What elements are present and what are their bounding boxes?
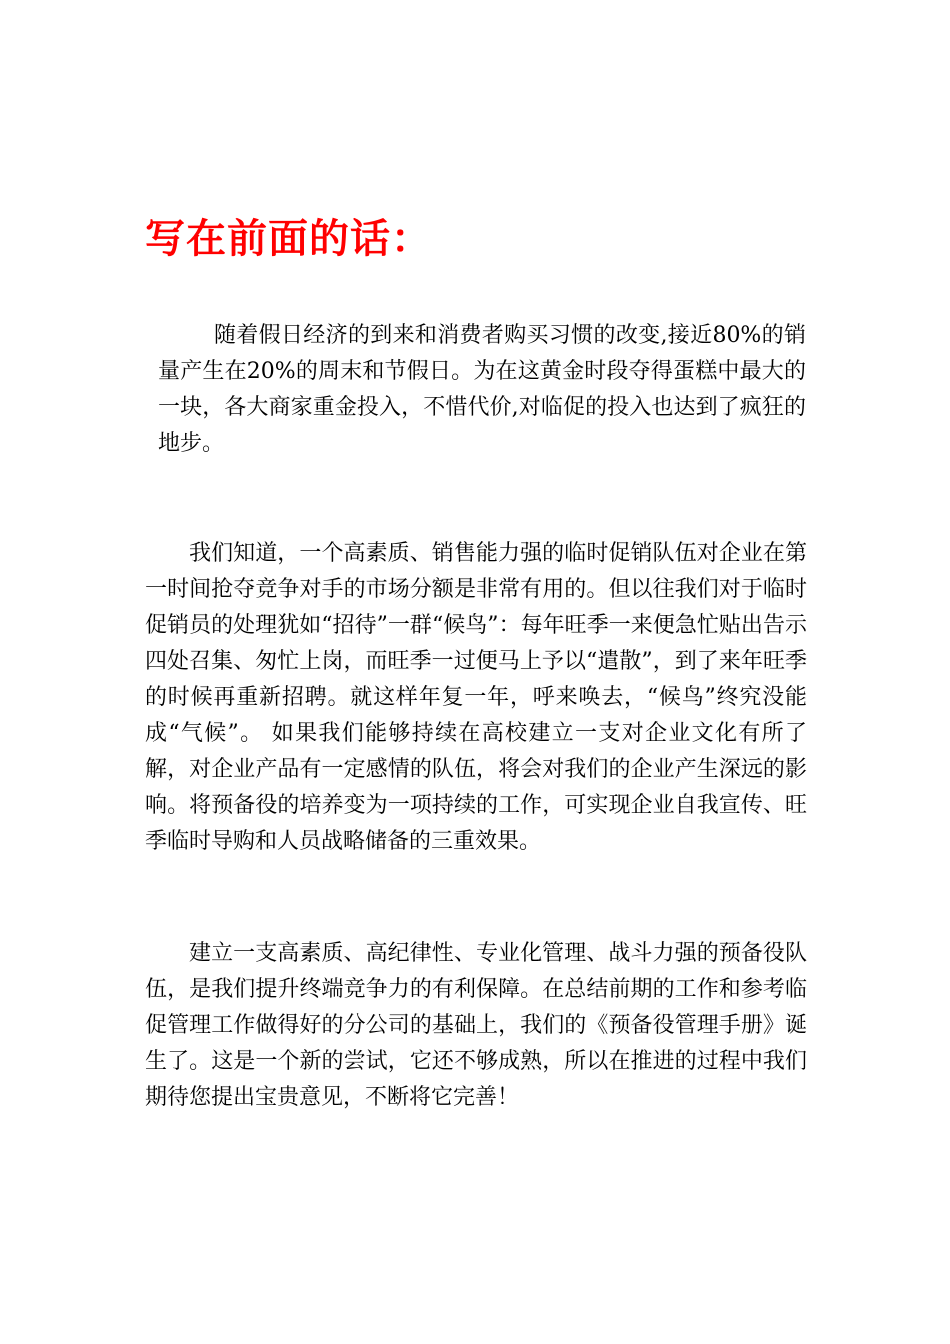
paragraph-background: 我们知道，一个高素质、销售能力强的临时促销队伍对企业在第一时间抢夺竞争对手的市场分额是非常有用的。但以往我们对于临时促销员的处理犹如“招待”一群“候鸟”：每年旺季一来便急忙贴出告示四处召集、匆忙上岗，而旺季一过便马上予以“遣散”，到了来年旺季的时候再重新招聘。就这样年复一年，呼来唤去，“候鸟”终究没能成“气候”。 如果我们能够持续在高校建立一支对企业文化有所了解，对企业产品有一定感情的队伍，将会对我们的企业产生深远的影响。将预备役的培养变为一项持续的工作，可实现企业自我宣传、旺季临时导购和人员战略储备的三重效果。 bbox=[145, 541, 807, 854]
document-title: 写在前面的话： bbox=[145, 214, 432, 262]
paragraph-intro: 随着假日经济的到来和消费者购买习惯的改变,接近80%的销量产生在20%的周末和节假日。为在这黄金时段夺得蛋糕中最大的一块，各大商家重金投入，不惜代价,对临促的投入也达到了疯狂的地步。 bbox=[158, 323, 806, 456]
paragraph-purpose: 建立一支高素质、高纪律性、专业化管理、战斗力强的预备役队伍，是我们提升终端竞争力的有利保障。在总结前期的工作和参考临促管理工作做得好的分公司的基础上，我们的《预备役管理手册》诞生了。这是一个新的尝试，它还不够成熟，所以在推进的过程中我们期待您提出宝贵意见，不断将它完善！ bbox=[145, 941, 807, 1110]
